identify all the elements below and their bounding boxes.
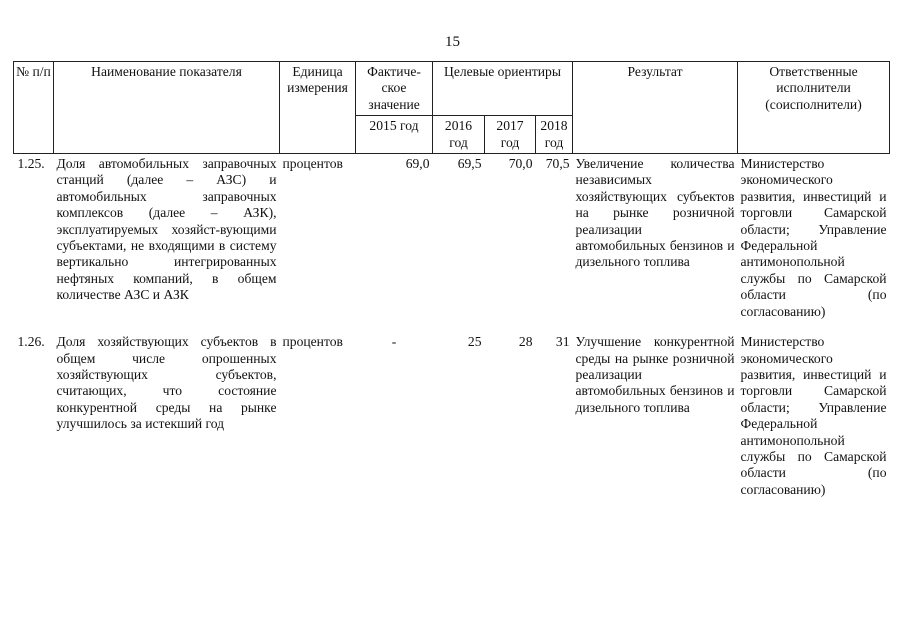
header-executors: Ответственные исполнители (соисполнители)	[738, 62, 890, 154]
header-year-2018: 2018 год	[536, 116, 573, 154]
page-number: 15	[445, 34, 460, 50]
indicators-table	[13, 61, 890, 510]
fact-value: 69,0	[405, 156, 430, 172]
row-number: 1.25.	[17, 156, 45, 172]
target-2018: 70,5	[545, 156, 570, 172]
header-year-2015: 2015 год	[356, 116, 433, 154]
indicator-name: Доля автомобильных заправочных станций (далее – АЗС) и автомобильных заправочных комплексов (далее – АЗК), эксплуатируемых хозяйст-вующими субъектами, не входящими в систему вертикально интегрированных нефтяных компаний, в общем количестве АЗС и АЗК	[56, 156, 277, 303]
header-target: Целевые ориентиры	[433, 62, 573, 116]
indicator-name: Доля хозяйствующих субъектов в общем числе опрошенных хозяйствующих субъектов, считающих, что состояние конкурентной среды на рынке улучшилось за истекший год	[56, 334, 277, 432]
header-fact: Фактиче-ское значение	[356, 62, 433, 116]
target-2017: 28	[518, 334, 533, 350]
header-year-2017: 2017 год	[485, 116, 536, 154]
header-name: Наименование показателя	[54, 62, 280, 154]
result-cell: Увеличение количества независимых хозяйствующих субъектов на рынке розничной реализации автомобильных бензинов и дизельного топлива	[575, 156, 735, 270]
header-year-2016: 2016 год	[433, 116, 485, 154]
executors-cell: Министерство экономического развития, инвестиций и торговли Самарской области; Управление Федеральной антимонопольной службы по Самарской области (по согласованию)	[740, 334, 887, 497]
target-2016: 25	[467, 334, 482, 350]
header-result: Результат	[573, 62, 738, 154]
header-num: № п/п	[14, 62, 54, 154]
table-row	[14, 332, 890, 510]
target-2017: 70,0	[508, 156, 533, 172]
target-2016: 69,5	[457, 156, 482, 172]
row-number: 1.26.	[17, 334, 45, 350]
fact-value: -	[391, 334, 397, 350]
result-cell: Улучшение конкурентной среды на рынке розничной реализации автомобильных бензинов и дизельного топлива	[575, 334, 735, 415]
header-unit: Единица измерения	[280, 62, 356, 154]
target-2018: 31	[555, 334, 570, 350]
unit-cell: процентов	[282, 334, 343, 350]
table-row	[14, 154, 890, 333]
header-row	[14, 62, 890, 116]
executors-cell: Министерство экономического развития, инвестиций и торговли Самарской области; Управление Федеральной антимонопольной службы по Самарской области (по согласованию)	[740, 156, 887, 319]
unit-cell: процентов	[282, 156, 343, 172]
